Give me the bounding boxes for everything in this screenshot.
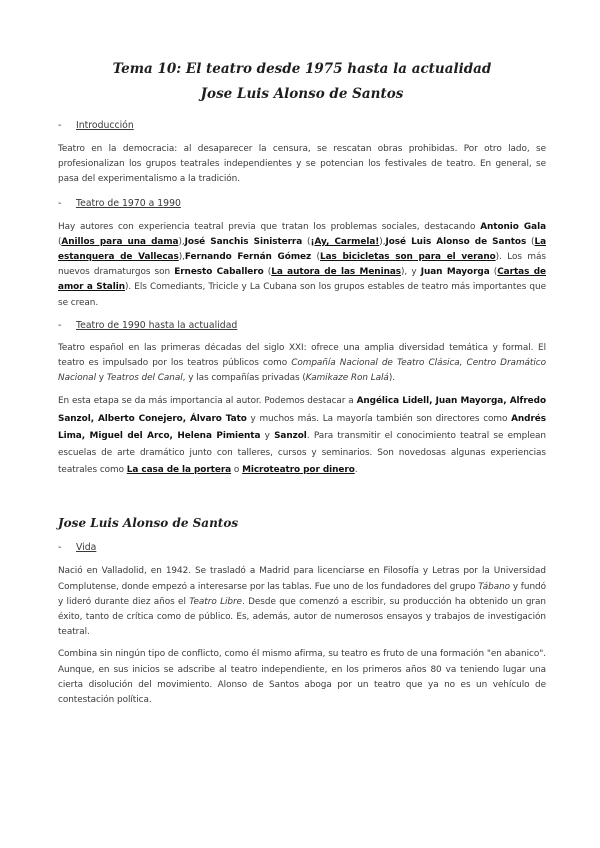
director-name: Sanzol <box>274 430 307 441</box>
work-title: Las bicicletas son para el verano <box>319 252 496 263</box>
section-dash: - <box>58 197 62 209</box>
section-label: Vida <box>76 542 97 554</box>
section-label: Introducción <box>76 120 134 131</box>
author-name: Fernando Fernán Gómez <box>184 252 312 263</box>
vida-paragraph-1: Nació en Valladolid, en 1942. Se trasladó a Madrid para licenciarse en Filosofía y Letras por la Universidad Complutense, donde empezó a interesarse por las tablas. Fue uno de los fundadores del grupo Tábano y fundó y lideró durante diez años el Teatro Libre. Desde que comenzó a escribir, su producción ha obtenido un gran éxito, tanto de crítica como de público. Es, además, autor de numerosos ensayos y trabajos de investigación teatral. <box>58 566 546 638</box>
work-title: La casa de la portera <box>126 465 232 476</box>
author-name: José Sanchis Sinisterra <box>184 236 303 247</box>
author-name: Juan Mayorga <box>420 267 490 278</box>
work-title: ¡Ay, Carmela! <box>310 236 380 247</box>
work-title: Microteatro por dinero <box>242 465 355 476</box>
vida-paragraph-2: Combina sin ningún tipo de conflicto, como él mismo afirma, su teatro es fruto de una formación "en abanico". Aunque, en sus inicios se adscribe al teatro independiente, en los primeros años 80 va teniendo lugar una cierta disolución del movimiento. Alonso de Santos aboga por un teatro que ya no es un vehículo de contestación política. <box>58 649 547 706</box>
paragraph-1970-1990: Hay autores con experiencia teatral previa que tratan los problemas sociales, destacando Antonio Gala (Anillos para una dama),José Sanchis Sinisterra (¡Ay, Carmela!),José Luis Alonso de Santos (La estanquera de Vallecas),Fernando Fernán Gómez (Las bicicletas son para el verano). Los más nuevos dramaturgos son Ernesto Caballero (La autora de las Meninas), y Juan Mayorga (Cartas de amor a Stalin). Els Comediants, Tricicle y La Cubana son los grupos estables de teatro más importantes que se crean. <box>58 221 547 308</box>
section-dash: - <box>58 120 62 131</box>
intro-paragraph: Teatro en la democracia: al desaparecer la censura, se rescatan obras prohibidas. Por otro lado, se profesionalizan los grupos teatrales independientes y se potencian los festivales de teatro. En general, se pasa del experimentalismo a la tradición. <box>58 144 546 185</box>
author-names: Angélica Lidell, Juan Mayorga, Alfredo Sanzol, Alberto Conejero, Álvaro Tato <box>58 396 546 424</box>
director-names: Andrés Lima, Miguel del Arco, Helena Pimienta <box>58 413 546 441</box>
section-heading-1990-actualidad <box>58 319 546 333</box>
author-name: Ernesto Caballero <box>174 267 264 278</box>
document-subtitle: Jose Luis Alonso de Santos <box>200 86 404 102</box>
paragraph-1990-actualidad-2: En esta etapa se da más importancia al autor. Podemos destacar a Angélica Lidell, Juan Mayorga, Alfredo Sanzol, Alberto Conejero, Álvaro Tato y muchos más. La mayoría también son directores como Andrés Lima, Miguel del Arco, Helena Pimienta y Sanzol. Para transmitir el conocimiento teatral se emplean escuelas de arte dramático junto con talleres, cursos y seminarios. Son novedosas algunas experiencias teatrales como La casa de la portera o Microteatro por dinero. <box>58 396 547 476</box>
section-dash: - <box>58 542 62 554</box>
section-label: Teatro de 1990 hasta la actualidad <box>76 319 238 331</box>
group-name: Teatro Libre <box>189 596 242 607</box>
section-heading-introduccion <box>58 119 546 133</box>
section-label: Teatro de 1970 a 1990 <box>76 197 181 209</box>
work-title: Cartas de amor a Stalin <box>58 267 546 293</box>
author-name: José Luis Alonso de Santos <box>385 236 527 247</box>
work-title: La estanquera de Vallecas <box>58 236 547 263</box>
paragraph-1990-actualidad-1: Teatro español en las primeras décadas del siglo XXI: ofrece una amplia diversidad temática y formal. El teatro es impulsado por los teatros públicos como Compañía Nacional de Teatro Clásica, Centro Dramático Nacional y Teatros del Canal, y las compañías privadas (Kamikaze Ron Lalá). <box>58 342 546 384</box>
company-name: Kamikaze Ron Lalá <box>305 373 389 384</box>
document-title: Tema 10: El teatro desde 1975 hasta la actualidad <box>112 61 492 77</box>
work-title: Anillos para una dama <box>61 236 179 247</box>
section-heading-vida <box>58 541 546 555</box>
author-name: Antonio Gala <box>480 221 547 232</box>
section-heading-1970-1990 <box>58 197 546 211</box>
institution-name: Teatros del Canal <box>106 373 183 384</box>
group-name: Tábano <box>478 581 511 592</box>
section-dash: - <box>58 319 62 331</box>
work-title: La autora de las Meninas <box>271 267 402 278</box>
section-title-alonso-de-santos: Jose Luis Alonso de Santos <box>58 516 239 531</box>
institution-name: Compañía Nacional de Teatro Clásica, Centro Dramático Nacional <box>58 358 546 384</box>
